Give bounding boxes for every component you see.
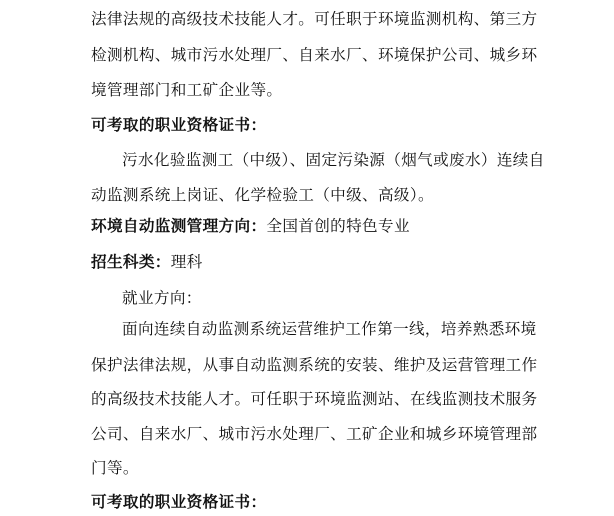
paragraph-line: 境管理部门和工矿企业等。 bbox=[91, 81, 283, 99]
certificate-heading: 可考取的职业资格证书： bbox=[91, 493, 267, 511]
paragraph-line: 检测机构、城市污水处理厂、自来水厂、环境保护公司、城乡环 bbox=[91, 46, 538, 64]
paragraph-line: 面向连续自动监测系统运营维护工作第一线，培养熟悉环境 bbox=[122, 320, 537, 338]
enrollment-row bbox=[91, 252, 203, 272]
certificate-heading: 可考取的职业资格证书： bbox=[91, 116, 267, 134]
employment-heading: 就业方向： bbox=[122, 289, 202, 307]
paragraph-line: 保护法律法规，从事自动监测系统的安装、维护及运营管理工作 bbox=[91, 356, 538, 374]
enrollment-label: 招生科类： bbox=[91, 253, 171, 271]
direction-row bbox=[91, 216, 410, 236]
paragraph-line: 门等。 bbox=[91, 459, 139, 477]
paragraph-line: 污水化验监测工（中级）、固定污染源（烟气或废水）连续自 bbox=[122, 151, 545, 169]
paragraph-line: 公司、自来水厂、城市污水处理厂、工矿企业和城乡环境管理部 bbox=[91, 425, 538, 443]
paragraph-line: 动监测系统上岗证、化学检验工（中级、高级）。 bbox=[91, 186, 434, 204]
direction-label: 环境自动监测管理方向： bbox=[91, 217, 267, 235]
paragraph-line: 的高级技术技能人才。可任职于环境监测站、在线监测技术服务 bbox=[91, 390, 538, 408]
paragraph-line: 法律法规的高级技术技能人才。可任职于环境监测机构、第三方 bbox=[91, 10, 538, 28]
enrollment-value: 理科 bbox=[170, 253, 203, 271]
direction-value: 全国首创的特色专业 bbox=[266, 217, 410, 235]
